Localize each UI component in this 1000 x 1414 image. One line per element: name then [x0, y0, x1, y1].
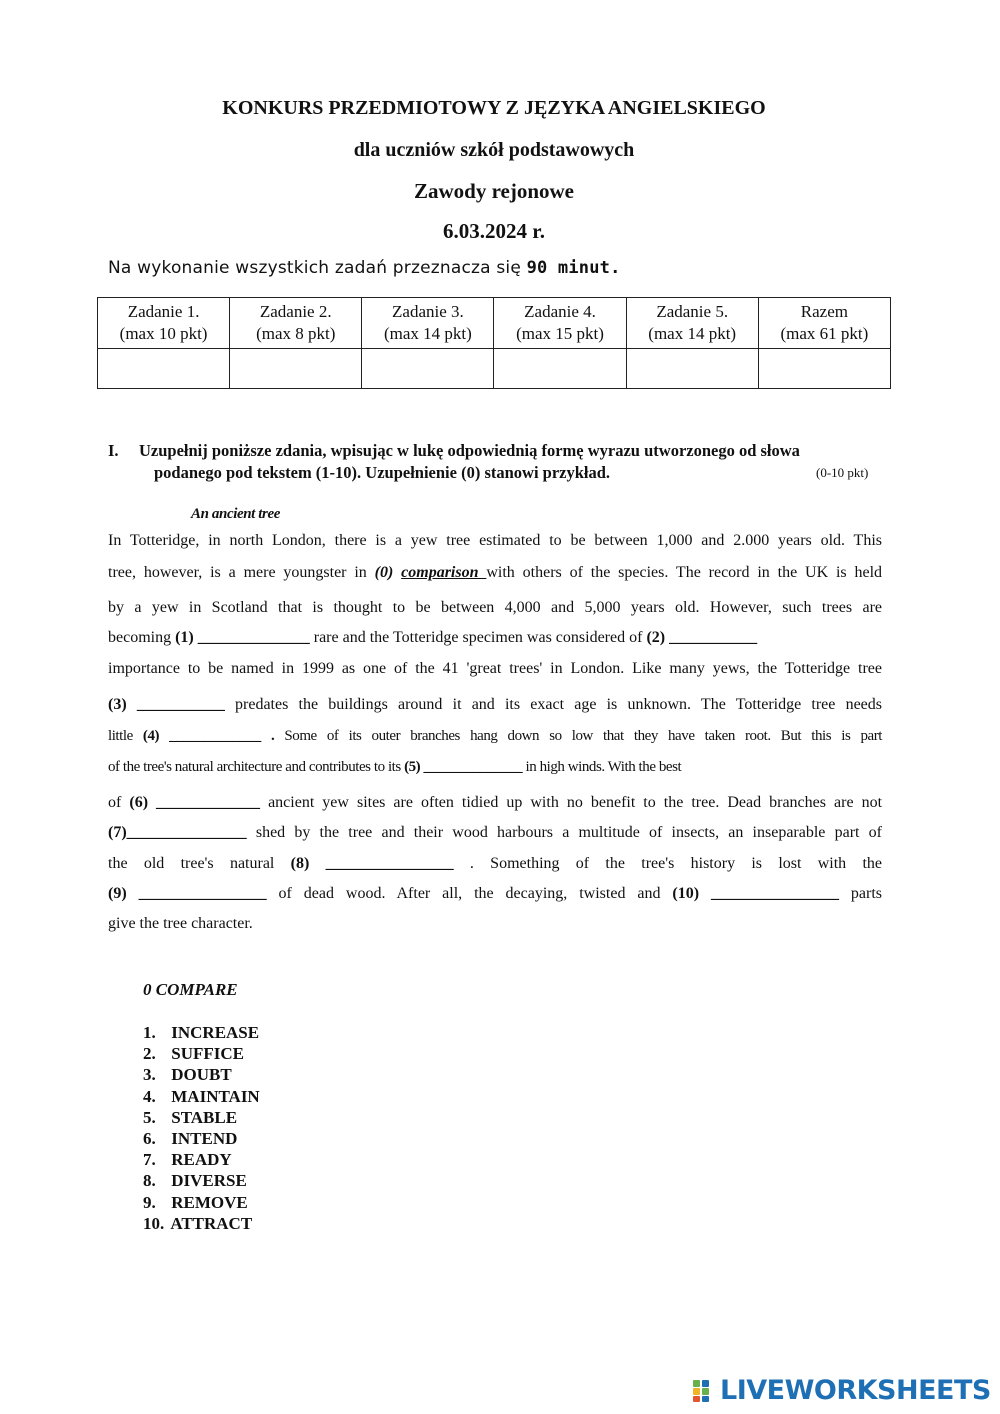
liveworksheets-logo-icon	[692, 1377, 718, 1403]
task-number: I.	[108, 441, 119, 460]
answer-gap[interactable]: (2) ___________	[646, 629, 758, 646]
text-title: An ancient tree	[191, 506, 281, 522]
text-segment: of dead wood. After all, the decaying, twisted and	[266, 885, 673, 902]
text-segment: parts	[839, 885, 883, 902]
text-segment: with others of the species. The record in the UK is held	[486, 564, 883, 581]
answer-gap[interactable]: (10) ________________	[672, 885, 839, 902]
text-line	[108, 695, 882, 715]
task-points: (0-10 pkt)	[816, 465, 869, 480]
word-list-item	[143, 1170, 260, 1191]
score-cell[interactable]	[230, 349, 362, 389]
word-number: 10.	[143, 1213, 165, 1233]
word-number: 8.	[143, 1171, 156, 1191]
word-base: ATTRACT	[170, 1213, 253, 1233]
score-cell[interactable]	[98, 349, 230, 389]
text-line	[108, 628, 882, 648]
example-answer: comparison	[401, 564, 487, 581]
answer-gap[interactable]: (5) ______________	[404, 759, 523, 775]
text-line	[108, 757, 882, 777]
text-segment: the old tree's natural	[108, 855, 291, 872]
example-marker: (0)	[374, 564, 402, 581]
answer-gap[interactable]: (3) ___________	[108, 696, 225, 713]
text-segment: tree, however, is a mere youngster in	[108, 564, 375, 581]
contest-date: 6.03.2024 r.	[443, 219, 545, 243]
word-list-item	[143, 1213, 260, 1234]
word-list-item	[143, 1086, 260, 1107]
liveworksheets-logo	[692, 1373, 991, 1407]
text-line	[108, 914, 882, 934]
score-cell[interactable]	[362, 349, 494, 389]
text-segment: Some of its outer branches hang down so low that they have taken root. But this is part	[274, 728, 882, 744]
text-line	[108, 598, 882, 618]
score-col-2: Zadanie 2. (max 8 pkt)	[230, 298, 362, 349]
text-segment: little	[108, 728, 143, 744]
word-base: READY	[171, 1150, 232, 1170]
text-line	[108, 793, 882, 813]
score-cell-total[interactable]	[758, 349, 890, 389]
text-segment: In Totteridge, in north London, there is a yew tree estimated to be between 1,000 and 2.000 years old. This	[108, 532, 882, 549]
word-number: 4.	[143, 1086, 156, 1106]
text-line	[108, 563, 882, 583]
liveworksheets-brand-text: LIVEWORKSHEETS	[720, 1374, 991, 1406]
word-base: STABLE	[171, 1107, 238, 1127]
answer-gap[interactable]: (6) _____________	[129, 794, 261, 811]
word-number: 7.	[143, 1150, 156, 1170]
word-list-item	[143, 1064, 260, 1085]
word-base: DIVERSE	[171, 1171, 247, 1191]
score-table-entry-row	[98, 349, 891, 389]
example-word: 0 COMPARE	[143, 980, 238, 999]
text-segment: predates the buildings around it and its exact age is unknown. The Totteridge tree needs	[224, 696, 883, 713]
contest-subtitle: dla uczniów szkół podstawowych	[353, 139, 635, 161]
word-number: 6.	[143, 1129, 156, 1149]
word-list-item	[143, 1022, 260, 1043]
answer-gap[interactable]: (8) ________________	[290, 855, 454, 872]
word-base: SUFFICE	[171, 1044, 244, 1064]
time-limit-note	[108, 258, 621, 278]
text-segment: importance to be named in 1999 as one of the 41 'great trees' in London. Like many yews, the Totteridge tree	[108, 660, 882, 677]
word-base: DOUBT	[171, 1065, 232, 1085]
word-list	[143, 1022, 260, 1234]
word-number: 9.	[143, 1192, 156, 1212]
score-col-1: Zadanie 1. (max 10 pkt)	[98, 298, 230, 349]
contest-title: KONKURS PRZEDMIOTOWY Z JĘZYKA ANGIELSKIEGO	[222, 97, 766, 119]
score-col-4: Zadanie 4. (max 15 pkt)	[494, 298, 626, 349]
word-list-item	[143, 1128, 260, 1149]
word-list-item	[143, 1107, 260, 1128]
answer-gap[interactable]: (7)_______________	[108, 824, 247, 841]
word-number: 3.	[143, 1065, 156, 1085]
word-base: MAINTAIN	[171, 1086, 260, 1106]
word-base: REMOVE	[171, 1192, 248, 1212]
word-list-item	[143, 1192, 260, 1213]
contest-stage: Zawody rejonowe	[413, 179, 575, 203]
word-number: 2.	[143, 1044, 156, 1064]
task-instruction-line2: podanego pod tekstem (1-10). Uzupełnienie (0) stanowi przykład.	[154, 463, 611, 482]
text-segment: of	[108, 794, 130, 811]
text-segment: becoming	[108, 629, 176, 646]
task-instruction	[108, 440, 883, 484]
text-line	[108, 854, 882, 874]
word-list-item	[143, 1043, 260, 1064]
text-segment: shed by the tree and their wood harbours a multitude of insects, an inseparable part of	[246, 824, 882, 841]
word-base: INTEND	[171, 1129, 238, 1149]
score-cell[interactable]	[494, 349, 626, 389]
text-segment: ancient yew sites are often tidied up with no benefit to the tree. Dead branches are not	[260, 794, 883, 811]
word-number: 5.	[143, 1107, 156, 1127]
time-limit-prefix: Na wykonanie wszystkich zadań przeznacza się	[108, 258, 527, 278]
text-line	[108, 884, 882, 904]
text-segment: of the tree's natural architecture and contributes to its	[108, 759, 405, 775]
score-col-total: Razem (max 61 pkt)	[758, 298, 890, 349]
text-segment: by a yew in Scotland that is thought to be between 4,000 and 5,000 years old. However, such trees are	[108, 599, 882, 616]
text-segment: . Something of the tree's history is lost with the	[453, 855, 883, 872]
task-instruction-line1: Uzupełnij poniższe zdania, wpisując w lukę odpowiednią formę wyrazu utworzonego od słowa	[139, 441, 800, 460]
score-cell[interactable]	[626, 349, 758, 389]
score-col-3: Zadanie 3. (max 14 pkt)	[362, 298, 494, 349]
answer-gap[interactable]: (9) ________________	[108, 885, 267, 902]
score-col-5: Zadanie 5. (max 14 pkt)	[626, 298, 758, 349]
word-list-item	[143, 1149, 260, 1170]
word-base: INCREASE	[171, 1023, 260, 1042]
text-segment: give the tree character.	[108, 915, 253, 932]
word-number: 1.	[143, 1023, 156, 1042]
text-segment: in high winds. With the best	[522, 759, 682, 775]
text-line	[108, 726, 882, 746]
text-line	[108, 659, 882, 679]
time-limit-value: 90 minut.	[526, 258, 621, 278]
text-line	[108, 531, 882, 551]
text-line	[108, 823, 882, 843]
answer-gap[interactable]: (1) ______________	[175, 629, 310, 646]
answer-gap[interactable]: (4) _____________ .	[142, 728, 275, 744]
score-table-header	[98, 298, 891, 349]
score-table	[97, 297, 891, 389]
text-segment: rare and the Totteridge specimen was considered of	[309, 629, 647, 646]
